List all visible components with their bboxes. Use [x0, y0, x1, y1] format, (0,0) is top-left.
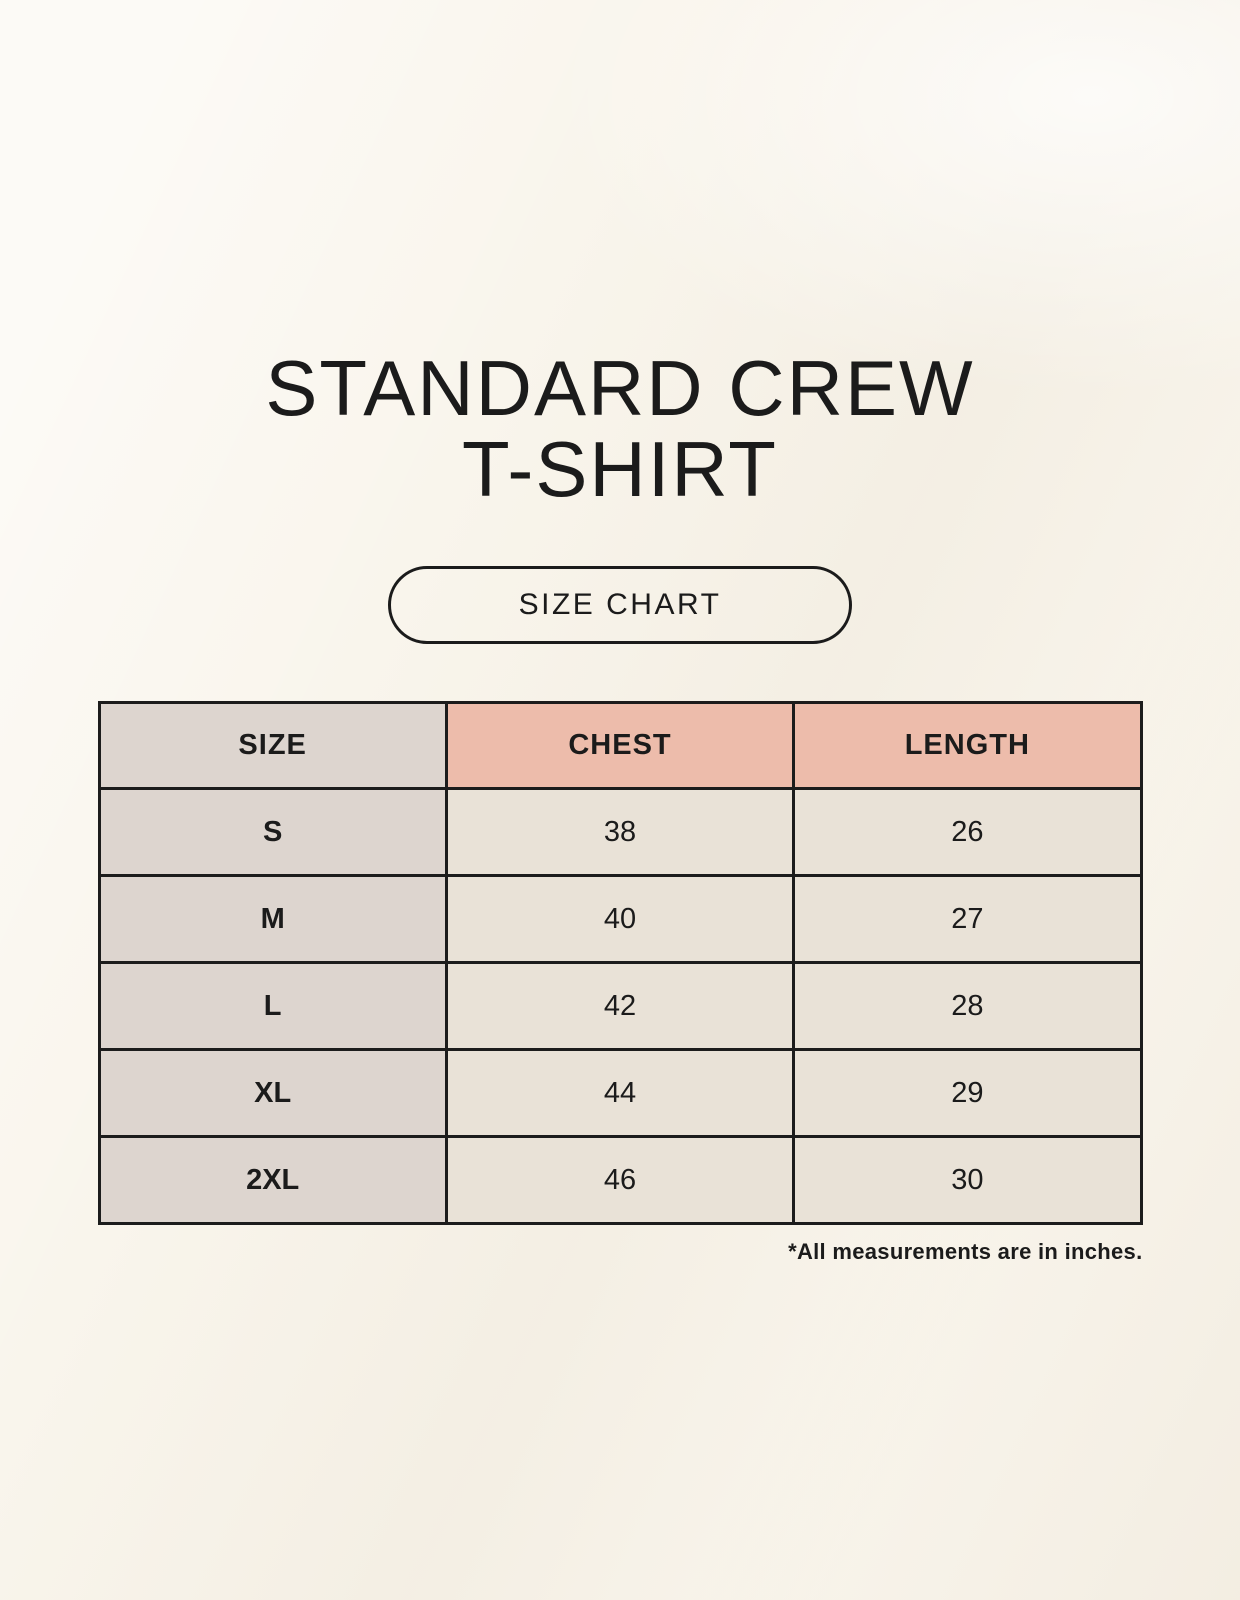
page-title — [265, 344, 975, 514]
size-cell: XL — [99, 1050, 446, 1137]
length-cell: 30 — [794, 1137, 1141, 1224]
length-cell: 26 — [794, 789, 1141, 876]
size-chart-badge — [388, 566, 852, 644]
length-cell: 28 — [794, 963, 1141, 1050]
footnote-container — [98, 1225, 1143, 1265]
table-header-row — [99, 703, 1141, 789]
size-cell: L — [99, 963, 446, 1050]
measurements-footnote: *All measurements are in inches. — [788, 1239, 1143, 1265]
size-cell: 2XL — [99, 1137, 446, 1224]
chest-cell: 38 — [446, 789, 793, 876]
table-row-m — [99, 876, 1141, 963]
title-line-2: T-SHIRT — [462, 425, 778, 514]
length-cell: 27 — [794, 876, 1141, 963]
size-cell: S — [99, 789, 446, 876]
table-row-l — [99, 963, 1141, 1050]
chest-cell: 42 — [446, 963, 793, 1050]
size-cell: M — [99, 876, 446, 963]
chest-cell: 40 — [446, 876, 793, 963]
size-chart-table — [98, 701, 1143, 1225]
size-chart-badge-label: SIZE CHART — [518, 588, 722, 622]
length-cell: 29 — [794, 1050, 1141, 1137]
chest-cell: 46 — [446, 1137, 793, 1224]
chest-cell: 44 — [446, 1050, 793, 1137]
table-row-2xl — [99, 1137, 1141, 1224]
table-row-xl — [99, 1050, 1141, 1137]
table-header-chest: CHEST — [446, 703, 793, 789]
title-line-1: STANDARD CREW — [265, 344, 975, 432]
table-row-s — [99, 789, 1141, 876]
table-header-length: LENGTH — [794, 703, 1141, 789]
table-header-size: SIZE — [99, 703, 446, 789]
